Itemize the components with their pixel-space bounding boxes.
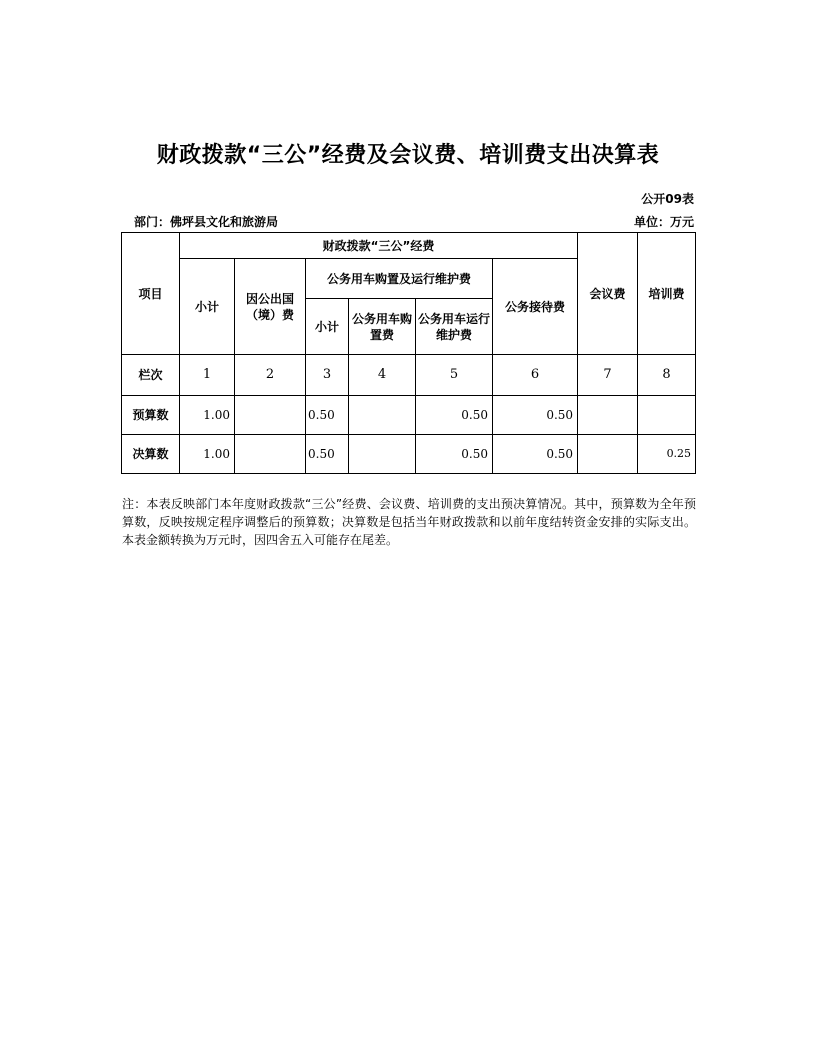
row-label-final: 决算数: [122, 435, 180, 474]
final-meeting: [578, 435, 638, 474]
header-abroad-fee: 因公出国（境）费: [235, 259, 306, 355]
final-car-maintenance: 0.50: [416, 435, 493, 474]
footnote: 注：本表反映部门本年度财政拨款“三公”经费、会议费、培训费的支出预决算情况。其中，预算数为全年预算数，反映按规定程序调整后的预算数；决算数是包括当年财政拨款和以前年度结转资金安排的实际支出。本表金额转换为万元时，因四舍五入可能存在尾差。: [122, 497, 696, 547]
final-reception: 0.50: [493, 435, 578, 474]
budget-car-maintenance: 0.50: [416, 396, 493, 435]
budget-car-subtotal: 0.50: [306, 396, 349, 435]
column-number: 1: [180, 355, 235, 396]
final-subtotal: 1.00: [180, 435, 235, 474]
table-row: [122, 396, 696, 435]
column-number: 8: [638, 355, 696, 396]
final-car-purchase: [349, 435, 416, 474]
header-car-purchase: 公务用车购置费: [349, 299, 416, 355]
final-abroad: [235, 435, 306, 474]
table-row: [122, 355, 696, 396]
budget-reception: 0.50: [493, 396, 578, 435]
page-title: 财政拨款“三公”经费及会议费、培训费支出决算表: [156, 143, 660, 168]
column-number: 2: [235, 355, 306, 396]
final-training: 0.25: [638, 435, 696, 474]
header-car-group: 公务用车购置及运行维护费: [306, 259, 493, 299]
department-label: 部门：佛坪县文化和旅游局: [134, 215, 279, 229]
form-code: 公开09表: [641, 192, 694, 206]
column-number: 6: [493, 355, 578, 396]
budget-car-purchase: [349, 396, 416, 435]
final-car-subtotal: 0.50: [306, 435, 349, 474]
unit-label: 单位：万元: [633, 215, 694, 229]
budget-abroad: [235, 396, 306, 435]
column-number: 7: [578, 355, 638, 396]
budget-subtotal: 1.00: [180, 396, 235, 435]
header-training-fee: 培训费: [638, 233, 696, 355]
header-car-maintenance: 公务用车运行维护费: [416, 299, 493, 355]
expenditure-table: [121, 232, 696, 474]
header-car-subtotal: 小计: [306, 299, 349, 355]
budget-meeting: [578, 396, 638, 435]
table-row: [122, 435, 696, 474]
header-reception-fee: 公务接待费: [493, 259, 578, 355]
header-item: 项目: [122, 233, 180, 355]
column-number: 4: [349, 355, 416, 396]
header-three-public-funds: 财政拨款“三公”经费: [180, 233, 578, 259]
row-index-label: 栏次: [122, 355, 180, 396]
column-number: 3: [306, 355, 349, 396]
row-label-budget: 预算数: [122, 396, 180, 435]
header-meeting-fee: 会议费: [578, 233, 638, 355]
header-subtotal: 小计: [180, 259, 235, 355]
budget-training: [638, 396, 696, 435]
column-number: 5: [416, 355, 493, 396]
